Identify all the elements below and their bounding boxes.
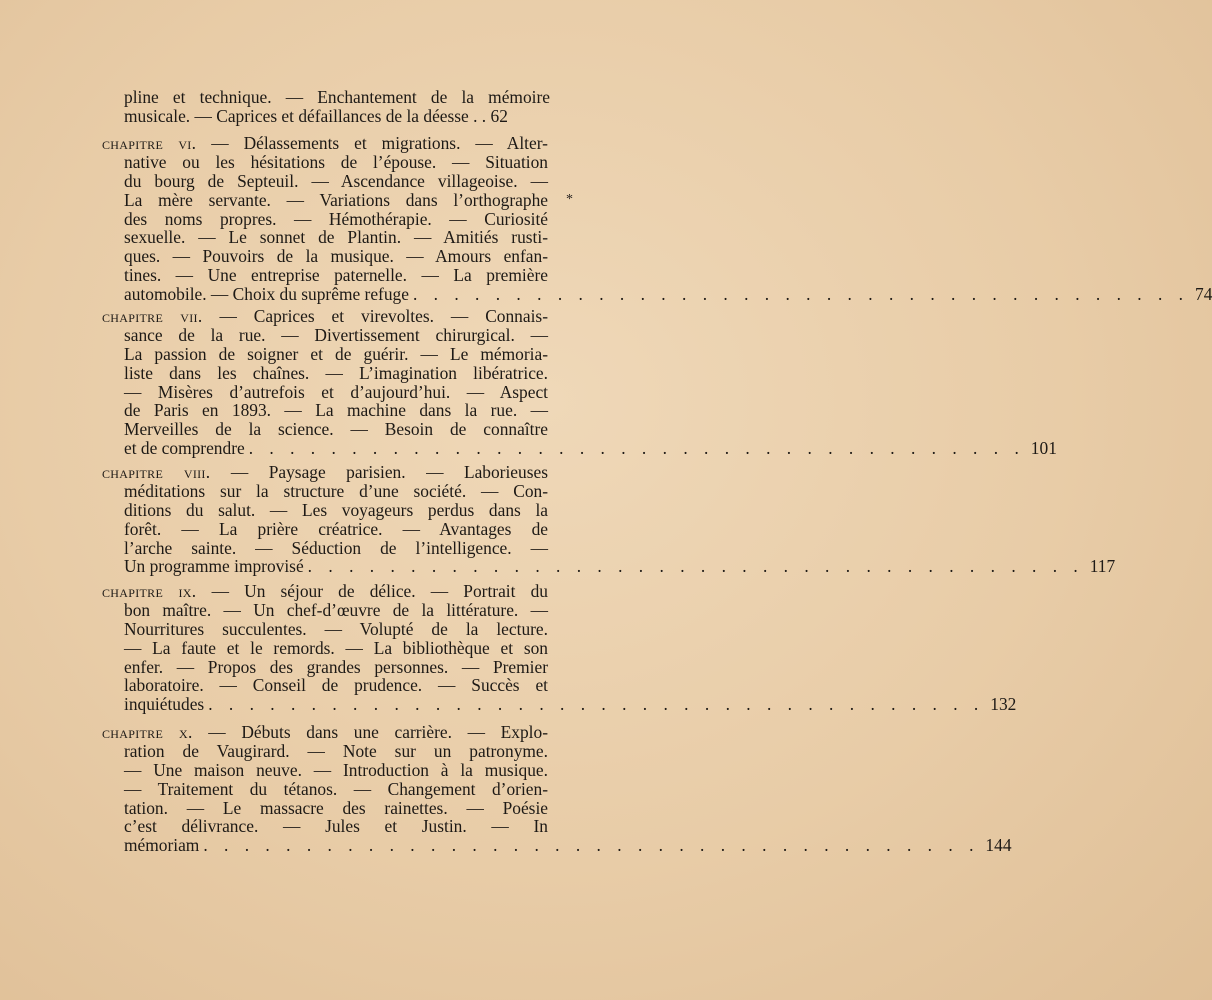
toc-line: liste dans les chaînes. — L’imagination libératrice. (124, 362, 548, 383)
toc-last-line (102, 694, 1017, 715)
toc-line: tation. — Le massacre des rainettes. — Poésie (124, 797, 548, 818)
toc-line: — Délassements et migrations. — Alter- (211, 133, 548, 153)
toc-line: Un programme improvisé (124, 556, 304, 577)
toc-line: Merveilles de la science. — Besoin de connaître (124, 419, 548, 440)
toc-line: musicale. — Caprices et défaillances de la déesse . . 62 (124, 105, 508, 126)
toc-entry-chapitre-vii (102, 306, 1057, 459)
toc-line: Nourritures succulentes. — Volupté de la lecture. (124, 618, 548, 639)
toc-line: pline et technique. — Enchantement de la mémoire (124, 87, 550, 107)
toc-last-line (102, 556, 1116, 577)
toc-line: La mère servante. — Variations dans l’orthographe (124, 189, 548, 210)
toc-line: ques. — Pouvoirs de la musique. — Amours enfan- (124, 246, 548, 267)
toc-line: ditions du salut. — Les voyageurs perdus dans la (124, 499, 548, 520)
toc-line: et de comprendre (124, 438, 245, 459)
dot-leader: . . . . . . . . . . . . . . . . . . . . . . . . . . . . . . . . . . . . . . (208, 694, 985, 715)
toc-last-line (102, 835, 1012, 856)
page-number: 144 (985, 835, 1012, 856)
toc-entry-chapitre-ix (102, 581, 1017, 715)
toc-line: — Caprices et virevoltes. — Connais- (219, 306, 548, 326)
toc-entry-chapitre-viii (102, 462, 1116, 577)
toc-line: bon maître. — Un chef-d’œuvre de la littérature. — (124, 599, 548, 620)
toc-line: inquiétudes (124, 694, 205, 715)
toc-line: mémoriam (124, 835, 200, 856)
toc-line: sance de la rue. — Divertissement chirurgical. — (124, 324, 548, 345)
toc-line: méditations sur la structure d’une société. — Con- (124, 480, 548, 501)
chapter-label: chapitre vi. (102, 133, 197, 153)
toc-line: tines. — Une entreprise paternelle. — La première (124, 265, 548, 286)
chapter-label: chapitre vii. (102, 306, 203, 326)
toc-line: native ou les hésitations de l’épouse. — Situation (124, 151, 548, 172)
dot-leader: . . . . . . . . . . . . . . . . . . . . . . . . . . . . . . . . . . . . . . (307, 556, 1084, 577)
toc-entry-chapitre-vi (102, 133, 1212, 305)
toc-line: — La faute et le remords. — La bibliothèque et son (124, 637, 548, 658)
toc-last-line (102, 284, 1212, 305)
chapter-label: chapitre x. (102, 722, 193, 742)
toc-line: — Débuts dans une carrière. — Explo- (208, 722, 548, 742)
toc-line: automobile. — Choix du suprême refuge (124, 284, 409, 305)
dot-leader: . . . . . . . . . . . . . . . . . . . . . . . . . . . . . . . . . . . . . . (203, 835, 980, 856)
page-number: 74 (1195, 284, 1212, 305)
toc-entry-chapitre-x (102, 722, 1012, 856)
margin-mark: * (566, 192, 573, 207)
toc-line: — Traitement du tétanos. — Changement d’orien- (124, 778, 548, 799)
toc-line: l’arche sainte. — Séduction de l’intelligence. — (124, 537, 548, 558)
toc-last-line (102, 438, 1057, 459)
toc-line: sexuelle. — Le sonnet de Plantin. — Amitiés rusti- (124, 227, 548, 248)
toc-line: des noms propres. — Hémothérapie. — Curiosité (124, 208, 548, 229)
page-number: 117 (1089, 556, 1116, 577)
toc-line: laboratoire. — Conseil de prudence. — Succès et (124, 675, 548, 696)
page-number: 101 (1030, 438, 1057, 459)
toc-line: — Une maison neuve. — Introduction à la musique. (124, 759, 548, 780)
toc-line: enfer. — Propos des grandes personnes. — Premier (124, 656, 548, 677)
dot-leader: . . . . . . . . . . . . . . . . . . . . . . . . . . . . . . . . . . . . . . (412, 284, 1190, 305)
toc-line: c’est délivrance. — Jules et Justin. — In (124, 816, 548, 837)
toc-line: forêt. — La prière créatrice. — Avantages de (124, 518, 548, 539)
toc-entry-continuation (124, 88, 550, 126)
dot-leader: . . . . . . . . . . . . . . . . . . . . . . . . . . . . . . . . . . . . . . (248, 438, 1025, 459)
chapter-label: chapitre ix. (102, 581, 197, 601)
toc-line: de Paris en 1893. — La machine dans la rue. — (124, 400, 548, 421)
toc-line: du bourg de Septeuil. — Ascendance villageoise. — (124, 170, 548, 191)
toc-line: — Misères d’autrefois et d’aujourd’hui. — Aspect (124, 381, 548, 402)
chapter-label: chapitre viii. (102, 462, 211, 482)
page-number: 132 (990, 694, 1017, 715)
toc-line: — Paysage parisien. — Laborieuses (230, 462, 548, 482)
toc-line: ration de Vaugirard. — Note sur un patronyme. (124, 740, 548, 761)
toc-line: — Un séjour de délice. — Portrait du (211, 581, 548, 601)
toc-line: La passion de soigner et de guérir. — Le mémoria- (124, 343, 548, 364)
